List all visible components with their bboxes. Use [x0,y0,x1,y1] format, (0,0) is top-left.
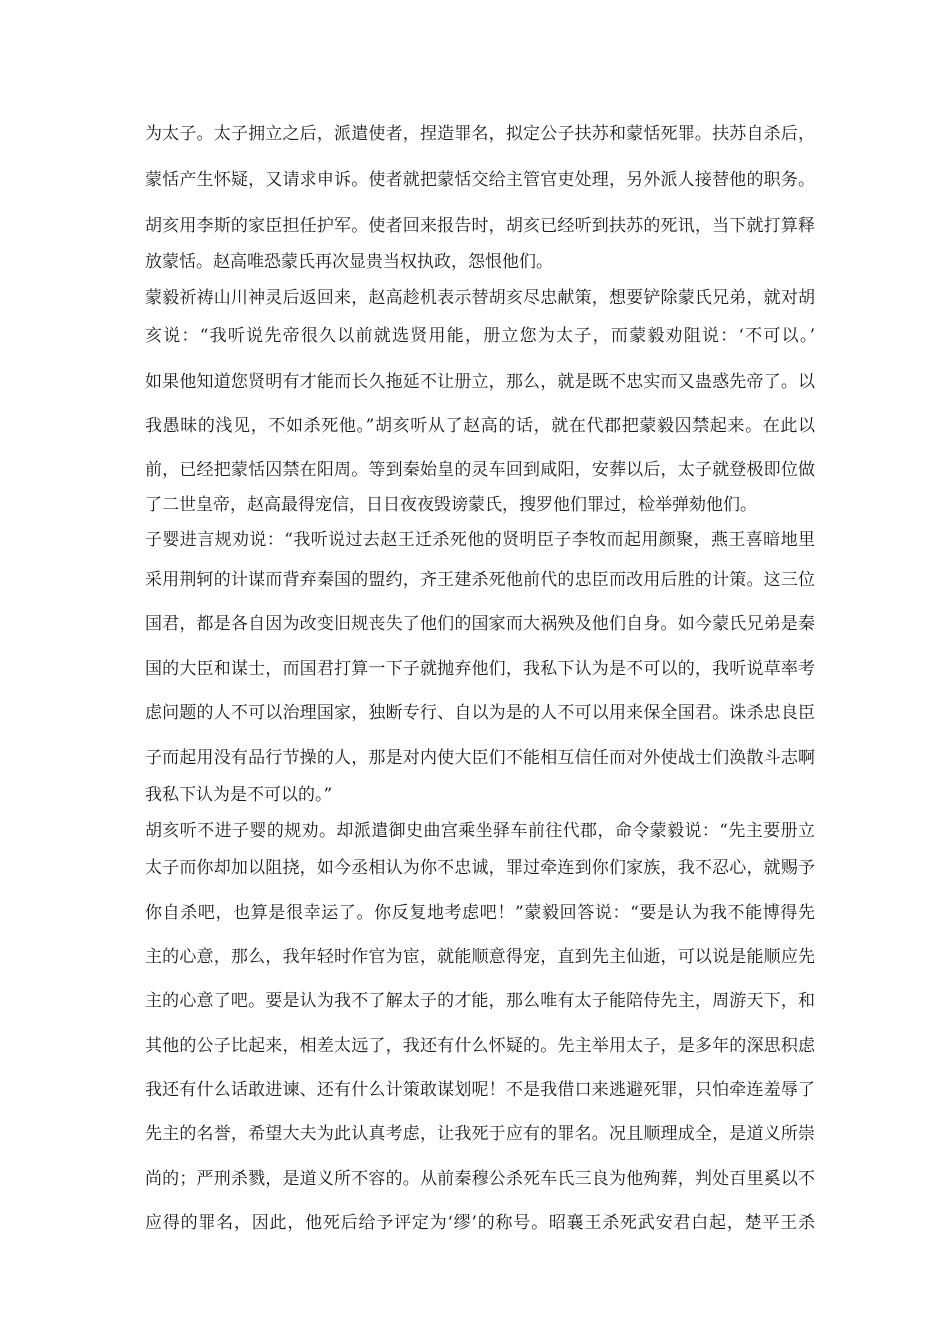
text-line: 主的心意了吧。要是认为我不了解太子的才能，那么唯有太子能陪侍先主，周游天下，和 [145,991,815,1011]
text-line: 前，已经把蒙恬囚禁在阳周。等到秦始皇的灵车回到咸阳，安葬以后，太子就登极即位做 [145,460,815,480]
text-line: 采用荆轲的计谋而背弃秦国的盟约，齐王建杀死他前代的忠臣而改用后胜的计策。这三位 [145,570,815,590]
text-line: 我私下认为是不可以的。” [145,785,333,805]
text-line: 我愚昧的浅见，不如杀死他。”胡亥听从了赵高的话，就在代郡把蒙毅囚禁起来。在此以 [145,416,815,436]
text-line: 尚的；严刑杀戮，是道义所不容的。从前秦穆公杀死车氏三良为他殉葬，判处百里奚以不 [145,1169,815,1189]
text-line: 放蒙恬。赵高唯恐蒙氏再次显贵当权执政，怨恨他们。 [145,252,553,272]
text-line: 先主的名誉，希望大夫为此认真考虑，让我死于应有的罪名。况且顺理成全，是道义所崇 [145,1124,815,1144]
text-line: 蒙毅祈祷山川神灵后返回来，赵高趁机表示替胡亥尽忠献策，想要铲除蒙氏兄弟，就对胡 [145,288,815,308]
text-line: 主的心意，那么，我年轻时作官为宦，就能顺意得宠，直到先主仙逝，可以说是能顺应先 [145,947,815,967]
text-line: 胡亥听不进子婴的规劝。却派遣御史曲宫乘坐驿车前往代郡，命令蒙毅说：“先主要册立 [145,821,815,841]
text-line: 了二世皇帝，赵高最得宠信，日日夜夜毁谤蒙氏，搜罗他们罪过，检举弹劾他们。 [145,495,757,515]
text-line: 如果他知道您贤明有才能而长久拖延不让册立，那么，就是既不忠实而又蛊惑先帝了。以 [145,372,815,392]
text-line: 子而起用没有品行节操的人，那是对内使大臣们不能相互信任而对外使战士们涣散斗志啊 [145,748,815,768]
text-line: 我还有什么话敢进谏、还有什么计策敢谋划呢！不是我借口来逃避死罪，只怕牵连羞辱了 [145,1080,815,1100]
text-line: 胡亥用李斯的家臣担任护军。使者回来报告时，胡亥已经听到扶苏的死讯，当下就打算释 [145,216,815,236]
text-line: 应得的罪名，因此，他死后给予评定为‘缪’的称号。昭襄王杀死武安君白起，楚平王杀 [145,1213,815,1233]
text-line: 蒙恬产生怀疑，又请求申诉。使者就把蒙恬交给主管官吏处理，另外派人接替他的职务。 [145,170,815,190]
text-line: 为太子。太子拥立之后，派遣使者，捏造罪名，拟定公子扶苏和蒙恬死罪。扶苏自杀后， [145,124,815,144]
text-line: 你自杀吧，也算是很幸运了。你反复地考虑吧！”蒙毅回答说：“要是认为我不能博得先 [145,903,815,923]
text-line: 国君，都是各自因为改变旧规丧失了他们的国家而大祸殃及他们自身。如今蒙氏兄弟是秦 [145,614,815,634]
text-line: 国的大臣和谋士，而国君打算一下子就抛弃他们，我私下认为是不可以的，我听说草率考 [145,659,815,679]
text-line: 其他的公子比起来，相差太远了，我还有什么怀疑的。先主举用太子，是多年的深思积虑 [145,1036,815,1056]
text-line: 虑问题的人不可以治理国家，独断专行、自以为是的人不可以用来保全国君。诛杀忠良臣 [145,703,815,723]
text-line: 子婴进言规劝说：“我听说过去赵王迁杀死他的贤明臣子李牧而起用颜聚，燕王喜暗地里 [145,530,815,550]
text-line: 太子而你却加以阻挠，如今丞相认为你不忠诚，罪过牵连到你们家族，我不忍心，就赐予 [145,858,815,878]
text-line: 亥说：“我听说先帝很久以前就选贤用能，册立您为太子，而蒙毅劝阻说：‘不可以。’ [145,326,815,346]
